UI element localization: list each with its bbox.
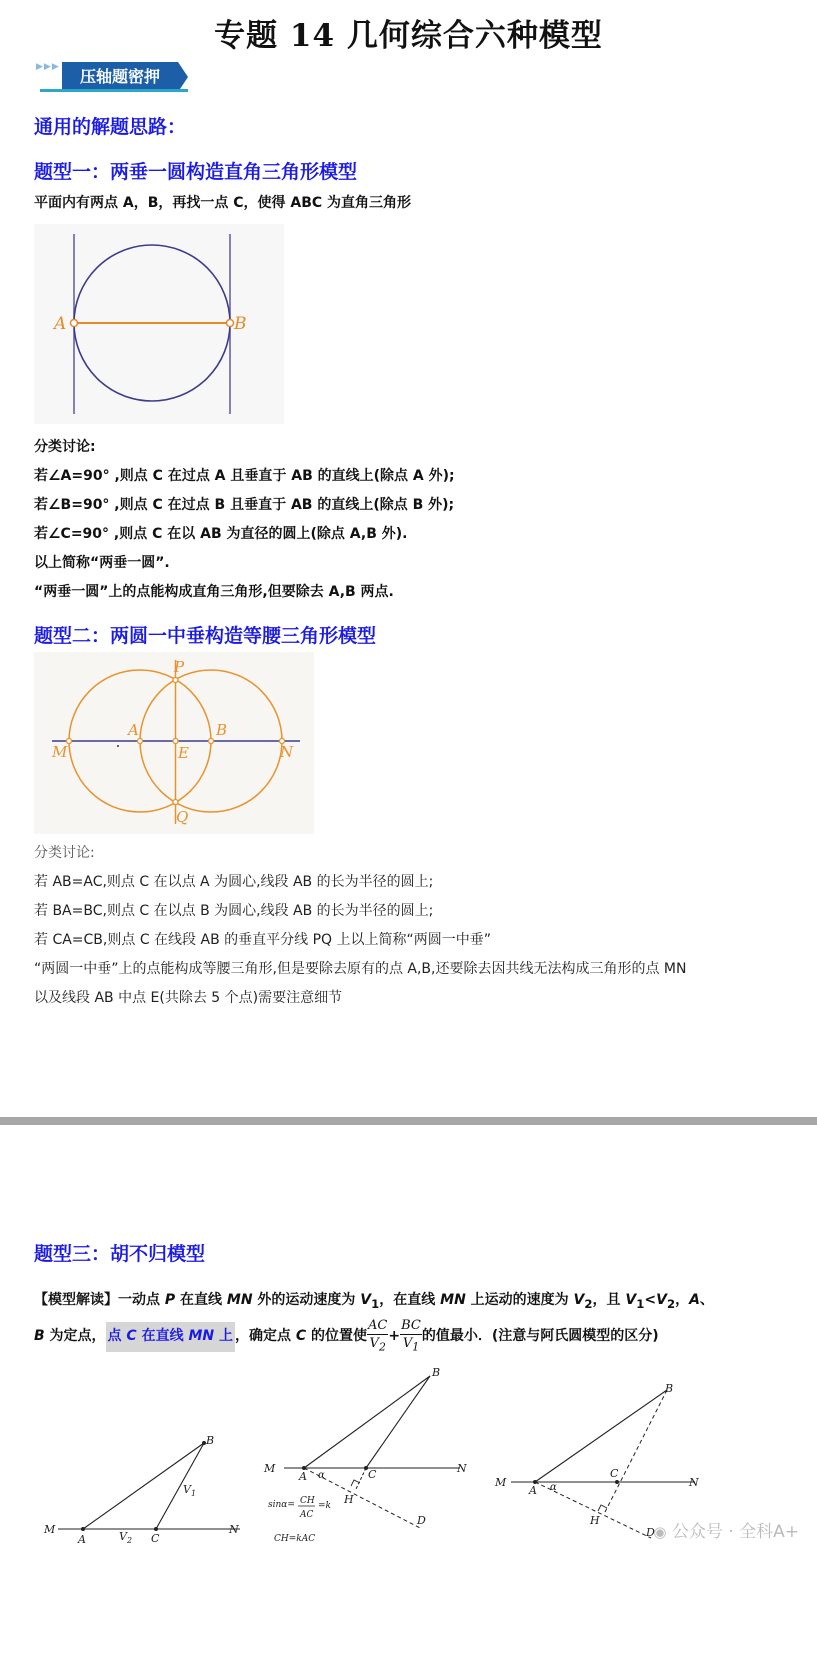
t3-var-v1: V: [360, 1292, 372, 1308]
point-a: [81, 1527, 85, 1531]
dashed-ch: [356, 1468, 366, 1489]
t3-text: 、: [699, 1292, 714, 1308]
type2-heading: 题型二：两圆一中垂构造等腰三角形模型: [34, 625, 377, 647]
model-tag: 【模型解读】: [34, 1292, 118, 1308]
t3-sub: 1: [371, 1296, 380, 1311]
t3-var-v2: V: [656, 1292, 667, 1308]
badge-arrows-icon: ▶▶▶: [36, 62, 60, 72]
t3-text: ，且: [592, 1292, 626, 1308]
label-b: B: [216, 721, 228, 739]
type2-discussion-title: 分类讨论:: [34, 845, 95, 861]
general-heading: 通用的解题思路：: [34, 116, 187, 138]
label-n: N: [689, 1476, 699, 1489]
type1-line-5: “两垂一圆”上的点能构成直角三角形,但要除去 A,B 两点.: [34, 584, 394, 600]
segment-ab: [535, 1390, 667, 1482]
t3-var-mn: MN: [440, 1292, 466, 1308]
t3-var-mn: MN: [226, 1292, 253, 1308]
label-a: A: [54, 314, 67, 334]
label-p: P: [174, 658, 185, 676]
t3-text: 一动点: [118, 1292, 165, 1308]
label-m: M: [264, 1462, 276, 1475]
t3-var-a: A: [689, 1292, 700, 1308]
type1-discussion-title: 分类讨论:: [34, 439, 96, 455]
t3-var-b: B: [34, 1328, 45, 1344]
t3-var-v1: V: [625, 1292, 637, 1308]
point-e: [173, 739, 178, 744]
point-b: [227, 320, 234, 327]
label-c: C: [151, 1532, 160, 1545]
frac-num: BC: [401, 1317, 421, 1333]
label-d: D: [417, 1514, 426, 1527]
page-divider: [0, 1117, 817, 1125]
point-b: [209, 739, 214, 744]
label-c: C: [610, 1467, 619, 1480]
type1-line-2: 若∠B=90° ,则点 C 在过点 B 且垂直于 AB 的直线上(除点 B 外);: [34, 497, 455, 513]
type2-figure: [34, 652, 314, 834]
frac-den-v: V: [402, 1335, 413, 1351]
label-b: B: [234, 314, 247, 334]
point-p: [173, 678, 178, 683]
t3-sub: 2: [666, 1296, 676, 1311]
t3-text: ，: [675, 1292, 690, 1308]
formula-ch: CH: [300, 1496, 315, 1506]
segment-cb: [366, 1376, 430, 1468]
label-n: N: [280, 743, 294, 761]
t3-sub: 1: [636, 1296, 645, 1311]
plus-sign: +: [388, 1328, 401, 1344]
type2-line-4: “两圆一中垂”上的点能构成等腰三角形,但是要除去原有的点 A,B,还要除去因共线无法构成三角形的点 MN: [34, 961, 687, 977]
label-b: B: [432, 1366, 441, 1379]
section-badge: [36, 58, 188, 94]
type3-figure-1: [40, 1430, 260, 1555]
type2-line-5: 以及线段 AB 中点 E(共除去 5 个点)需要注意细节: [34, 990, 343, 1006]
label-h: H: [590, 1514, 600, 1527]
point-c: [154, 1527, 158, 1531]
t3-text: 点: [107, 1328, 127, 1344]
label-m: M: [44, 1523, 56, 1536]
label-m: M: [495, 1476, 507, 1489]
formula-ch-kac: CH=kAC: [274, 1534, 316, 1544]
fraction-bc-v1: [400, 1317, 422, 1356]
frac-den-v: V: [369, 1335, 379, 1351]
t3-text: ，确定点: [234, 1328, 296, 1344]
label-b: B: [665, 1382, 674, 1395]
label-a: A: [128, 721, 139, 739]
t3-var-mn: MN: [188, 1328, 215, 1344]
label-n: N: [229, 1523, 239, 1536]
label-v1: $V_1$: [183, 1483, 197, 1498]
page-title: 专题 14 几何综合六种模型: [214, 18, 603, 54]
point-a: [138, 739, 143, 744]
t3-text: ，在直线: [379, 1292, 441, 1308]
frac-den-sub: 1: [412, 1340, 420, 1354]
frac-den-sub: 2: [378, 1340, 386, 1354]
type2-line-2: 若 BA=BC,则点 C 在以点 B 为圆心,线段 AB 的长为半径的圆上;: [34, 903, 434, 919]
type1-intro: 平面内有两点 A，B，再找一点 C，使得 ABC 为直角三角形: [34, 195, 412, 211]
label-b: B: [206, 1434, 215, 1447]
label-alpha: α: [318, 1470, 325, 1481]
t3-text: 上运动的速度为: [465, 1292, 574, 1308]
label-h: H: [344, 1493, 354, 1506]
wechat-icon: ◉: [653, 1523, 667, 1541]
type3-line-2: [34, 1316, 814, 1356]
t3-text: 的位置使: [306, 1328, 368, 1344]
t3-text: 上: [214, 1328, 233, 1344]
type2-line-3: 若 CA=CB,则点 C 在线段 AB 的垂直平分线 PQ 上以上简称“两圆一中垂”: [34, 932, 491, 948]
badge-underline: [40, 89, 188, 92]
type1-line-4: 以上简称“两垂一圆”.: [34, 555, 170, 571]
small-dot: [117, 745, 119, 747]
formula-eqk: =k: [318, 1501, 331, 1511]
t3-text: <: [644, 1292, 657, 1308]
segment-ab: [304, 1376, 430, 1468]
type2-line-1: 若 AB=AC,则点 C 在以点 A 为圆心,线段 AB 的长为半径的圆上;: [34, 874, 434, 890]
t3-var-p: P: [164, 1292, 176, 1308]
label-e: E: [178, 744, 189, 762]
label-a: A: [529, 1484, 537, 1497]
type1-figure: [34, 224, 284, 424]
t3-text: 在直线: [136, 1328, 189, 1344]
formula-ac: AC: [300, 1510, 314, 1520]
type1-heading: 题型一：两垂一圆构造直角三角形模型: [34, 161, 358, 183]
t3-sub: 2: [584, 1296, 593, 1311]
t3-text: 在直线: [175, 1292, 227, 1308]
label-m: M: [52, 743, 68, 761]
point-a: [71, 320, 78, 327]
watermark-text: 公众号 · 全科A+: [671, 1522, 799, 1542]
frac-num: AC: [368, 1317, 388, 1333]
type1-line-3: 若∠C=90° ,则点 C 在以 AB 为直径的圆上(除点 A,B 外).: [34, 526, 408, 542]
fraction-ac-v2: [367, 1317, 388, 1356]
watermark: [653, 1517, 799, 1542]
t3-var-c: C: [295, 1328, 307, 1344]
badge-label: 压轴题密押: [62, 62, 178, 92]
label-alpha: α: [550, 1482, 557, 1493]
highlighted-condition: [106, 1322, 235, 1352]
frac-den: [367, 1335, 388, 1356]
type3-line-1: [34, 1289, 794, 1311]
formula-sina: sinα=: [268, 1500, 295, 1510]
label-q: Q: [176, 808, 189, 826]
point-q: [173, 800, 178, 805]
t3-text: 外的运动速度为: [252, 1292, 361, 1308]
badge-arrow-icon: [178, 62, 188, 92]
t3-var-v2: V: [573, 1292, 585, 1308]
type1-line-1: 若∠A=90° ,则点 C 在过点 A 且垂直于 AB 的直线上(除点 A 外);: [34, 468, 455, 484]
segment-cb: [156, 1443, 204, 1529]
label-n: N: [457, 1462, 467, 1475]
label-c: C: [368, 1468, 377, 1481]
dashed-bh: [604, 1390, 667, 1514]
label-a: A: [78, 1533, 86, 1546]
label-a: A: [299, 1470, 307, 1483]
label-d: D: [646, 1526, 655, 1539]
type3-heading: 题型三：胡不归模型: [34, 1243, 206, 1265]
frac-den: [400, 1335, 422, 1356]
label-v2: $V_2$: [119, 1530, 133, 1545]
type3-figure-2: [262, 1364, 492, 1549]
t3-var-c: C: [126, 1328, 137, 1344]
t3-text: 为定点，: [44, 1328, 106, 1344]
point-c: [615, 1480, 619, 1484]
t3-text: 的值最小．(注意与阿氏圆模型的区分): [421, 1328, 659, 1344]
